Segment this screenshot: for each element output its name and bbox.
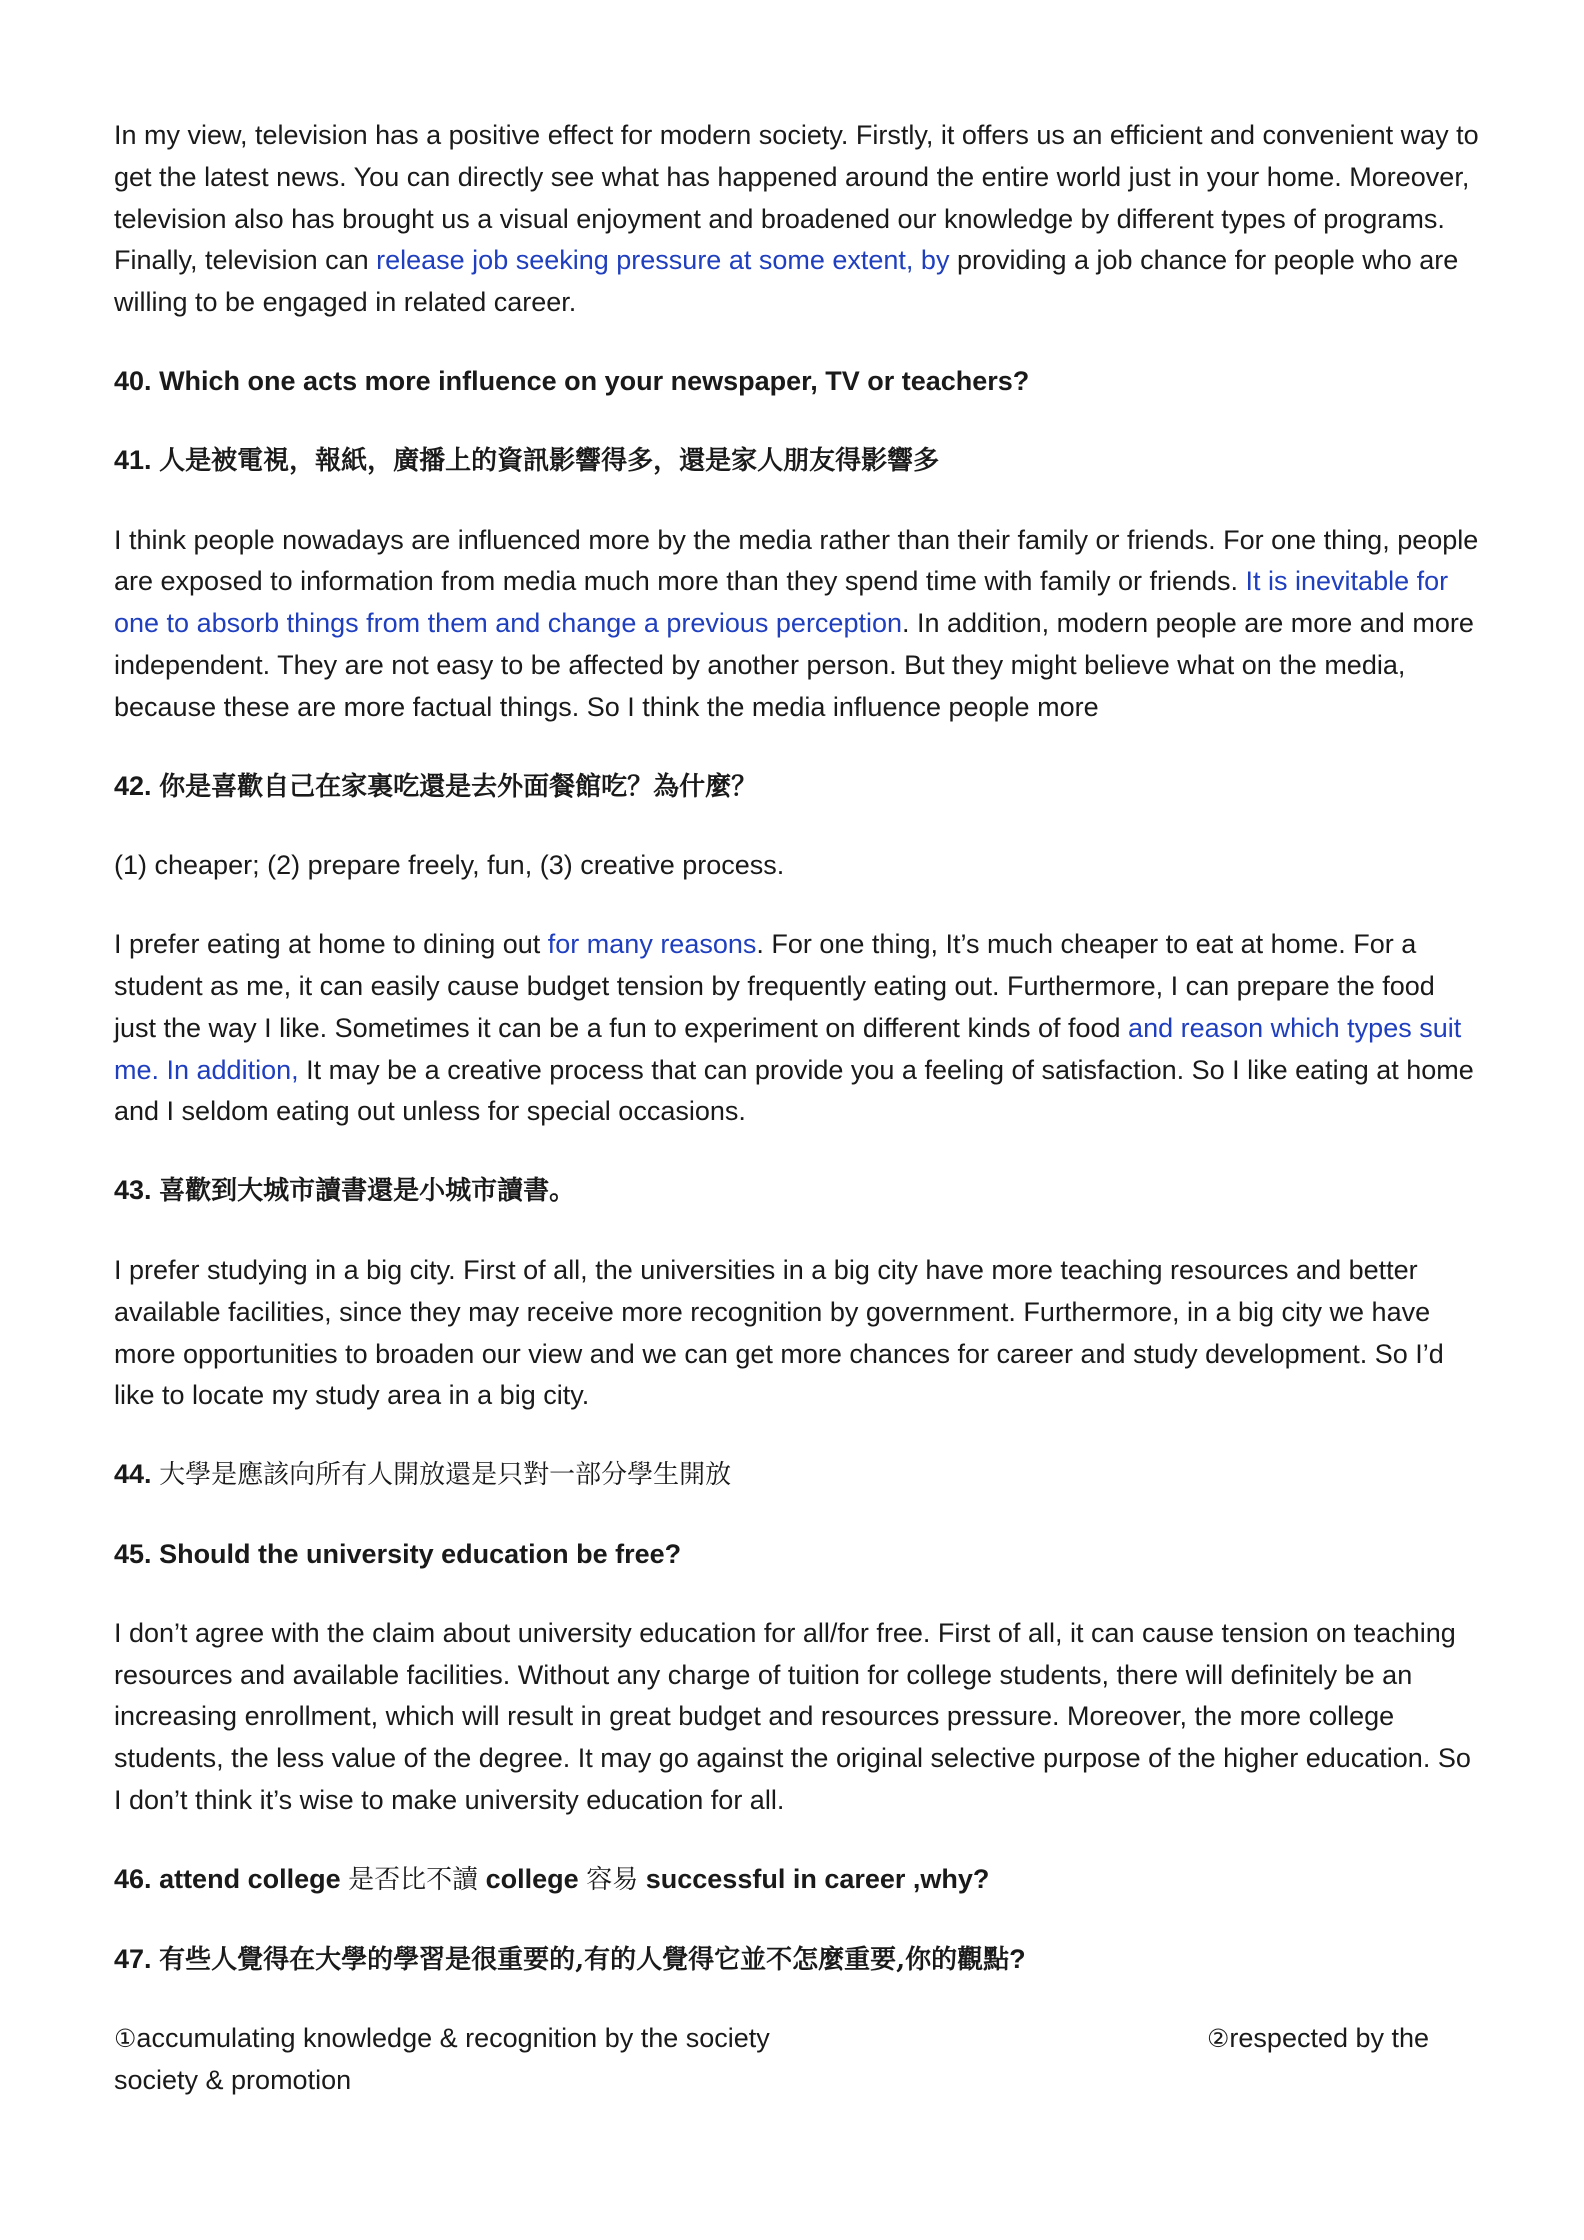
- paragraph-43: I prefer studying in a big city. First of all, the universities in a big city have more teaching resources and better available facilities, since they may receive more recognition by government. Furthermore, in a big city we have more opportunities to broaden our view and we can get more chances for career and study development. So I’d like to locate my study area in a big city.: [114, 1254, 1444, 1411]
- question-44: 44. 大學是應該向所有人開放還是只對一部分學生開放: [114, 1459, 732, 1491]
- question-42: 42. 你是喜歡自己在家裏吃還是去外面餐館吃？為什麼？: [114, 770, 758, 802]
- paragraph-41: I think people nowadays are influenced more by the media rather than their family or friends. For one thing, people are exposed to information from media much more than they spend time with family or friends. It is inevitable for one to absorb things from them and change a previous perception. In addition, modern people are more and more independent. They are not easy to be affected by another person. But they might believe what on the media, because these are more factual things. So I think the media influence people more: [114, 524, 1479, 722]
- question-41: 41. 人是被電視，報紙，廣播上的資訊影響得多，還是家人朋友得影響多: [114, 444, 940, 476]
- question-47: 47. 有些人覺得在大學的學習是很重要的,有的人覺得它並不怎麼重要,你的觀點?: [114, 1943, 1026, 1975]
- paragraph-42-list: (1) cheaper; (2) prepare freely, fun, (3) creative process.: [114, 850, 785, 881]
- highlighted-phrase: and reason which types suit me. In addition,: [114, 1012, 1462, 1085]
- question-45: 45. Should the university education be free?: [114, 1538, 682, 1569]
- paragraph-47-points: [114, 2018, 1479, 2102]
- question-43: 43. 喜歡到大城市讀書還是小城市讀書。: [114, 1175, 576, 1207]
- highlighted-phrase: It is inevitable for one to absorb things from them and change a previous perception: [114, 566, 1449, 639]
- question-46: 46. attend college 是否比不讀 college 容易 successful in career ,why?: [114, 1863, 990, 1895]
- highlighted-phrase: for many reasons: [547, 929, 757, 960]
- question-40: 40. Which one acts more influence on your newspaper, TV or teachers?: [114, 365, 1030, 396]
- point-line-2: society & promotion: [114, 2065, 352, 2096]
- point-line-1: ①accumulating knowledge & recognition by the society: [114, 2023, 770, 2054]
- paragraph-42: I prefer eating at home to dining out for many reasons. For one thing, It’s much cheaper to eat at home. For a student as me, it can easily cause budget tension by frequently eating out. Furthermore, I can prepare the food just the way I like. Sometimes it can be a fun to experiment on different kinds of food and reason which types suit me. In addition, It may be a creative process that can provide you a feeling of satisfaction. So I like eating at home and I seldom eating out unless for special occasions.: [114, 929, 1474, 1127]
- highlighted-phrase: release job seeking pressure at some extent, by: [376, 245, 950, 276]
- paragraph-45: I don’t agree with the claim about university education for all/for free. First of all, it can cause tension on teaching resources and available facilities. Without any charge of tuition for college students, there will definitely be an increasing enrollment, which will result in great budget and resources pressure. Moreover, the more college students, the less value of the degree. It may go against the original selective purpose of the higher education. So I don’t think it’s wise to make university education for all.: [114, 1617, 1471, 1815]
- point-right: ②respected by the: [1207, 2023, 1430, 2054]
- paragraph-39: In my view, television has a positive effect for modern society. Firstly, it offers us an efficient and convenient way to get the latest news. You can directly see what has happened around the entire world just in your home. Moreover, television also has brought us a visual enjoyment and broadened our knowledge by different types of programs. Finally, television can release job seeking pressure at some extent, by providing a job chance for people who are willing to be engaged in related career.: [114, 120, 1479, 318]
